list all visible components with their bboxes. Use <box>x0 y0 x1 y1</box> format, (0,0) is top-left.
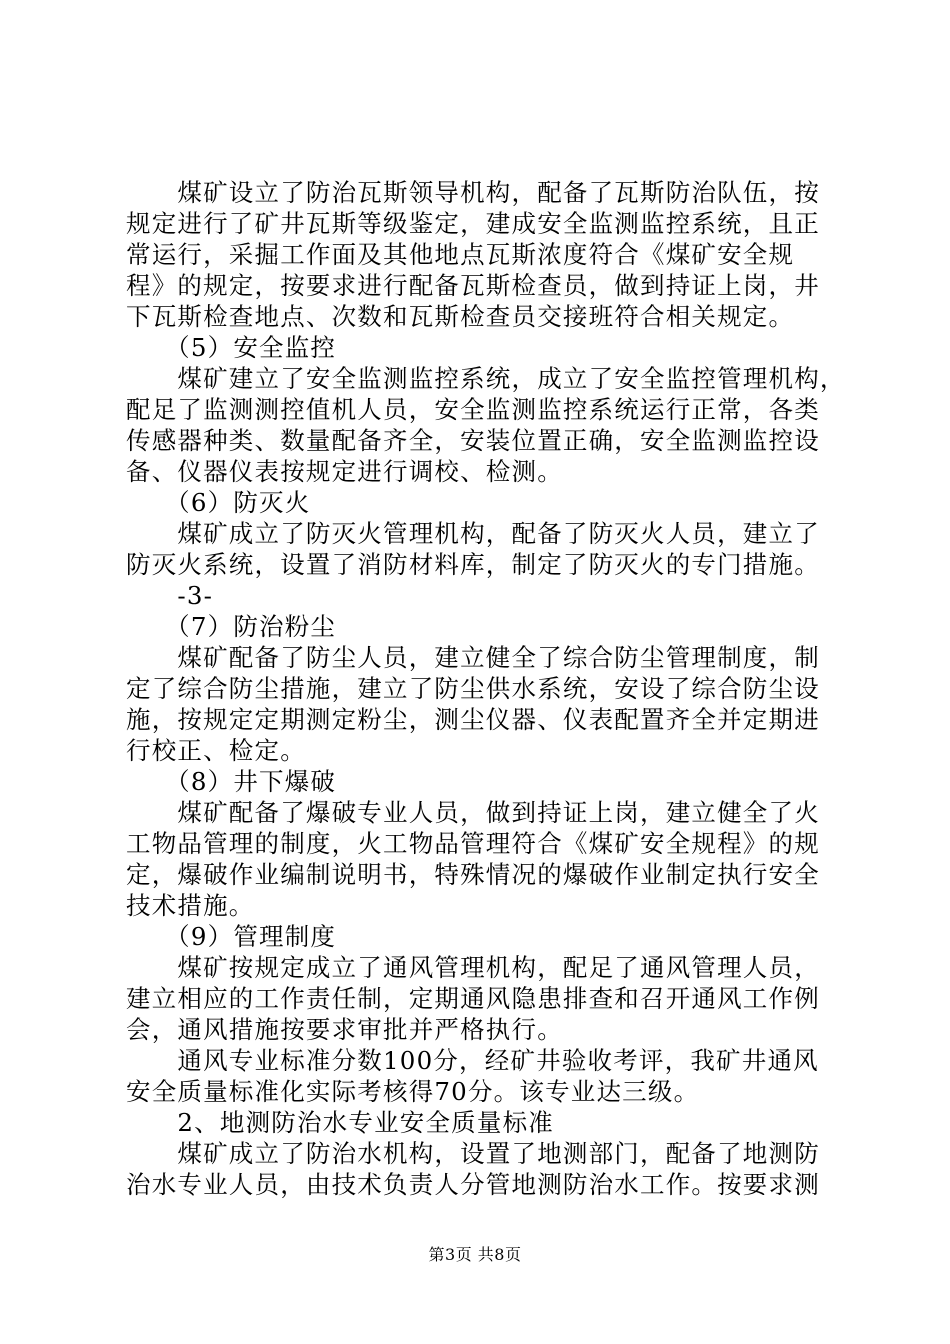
page-footer: 第3页 共8页 <box>428 1245 522 1264</box>
text-line: 防灭火系统，设置了消防材料库，制定了防灭火的专门措施。 <box>126 550 820 579</box>
text-line: 程》的规定，按要求进行配备瓦斯检查员，做到持证上岗，井 <box>126 271 820 300</box>
text-line: 煤矿配备了防尘人员，建立健全了综合防尘管理制度，制 <box>126 643 820 672</box>
text-line: 煤矿建立了安全监测监控系统，成立了安全监控管理机构， <box>126 364 846 393</box>
section-heading: （9）管理制度 <box>126 922 337 951</box>
text-line: 下瓦斯检查地点、次数和瓦斯检查员交接班符合相关规定。 <box>126 302 795 331</box>
text-line: 治水专业人员，由技术负责人分管地测防治水工作。按要求测 <box>126 1170 820 1199</box>
text-line: 安全质量标准化实际考核得70分。该专业达三级。 <box>126 1077 700 1106</box>
text-line: 工物品管理的制度，火工物品管理符合《煤矿安全规程》的规 <box>126 829 820 858</box>
text-line: 传感器种类、数量配备齐全，安装位置正确，安全监测监控设 <box>126 426 820 455</box>
text-line: 会，通风措施按要求审批并严格执行。 <box>126 1015 563 1044</box>
inline-page-marker: -3- <box>126 581 214 610</box>
section-heading: （6）防灭火 <box>126 488 311 517</box>
text-line: 技术措施。 <box>126 891 255 920</box>
text-line: 煤矿设立了防治瓦斯领导机构，配备了瓦斯防治队伍，按 <box>126 178 820 207</box>
section-heading: 2、地测防治水专业安全质量标准 <box>126 1108 554 1137</box>
text-line: 定了综合防尘措施，建立了防尘供水系统，安设了综合防尘设 <box>126 674 820 703</box>
text-line: 规定进行了矿井瓦斯等级鉴定，建成安全监测监控系统，且正 <box>126 209 820 238</box>
text-line: 煤矿按规定成立了通风管理机构，配足了通风管理人员， <box>126 953 820 982</box>
text-line: 建立相应的工作责任制，定期通风隐患排查和召开通风工作例 <box>126 984 820 1013</box>
text-line: 常运行，采掘工作面及其他地点瓦斯浓度符合《煤矿安全规 <box>126 240 795 269</box>
text-line: 配足了监测测控值机人员，安全监测监控系统运行正常，各类 <box>126 395 820 424</box>
text-line: 行校正、检定。 <box>126 736 306 765</box>
text-line: 煤矿配备了爆破专业人员，做到持证上岗，建立健全了火 <box>126 798 820 827</box>
section-heading: （7）防治粉尘 <box>126 612 337 641</box>
text-line: 施，按规定定期测定粉尘，测尘仪器、仪表配置齐全并定期进 <box>126 705 820 734</box>
text-line: 煤矿成立了防灭火管理机构，配备了防灭火人员，建立了 <box>126 519 820 548</box>
text-line: 备、仪器仪表按规定进行调校、检测。 <box>126 457 563 486</box>
section-heading: （5）安全监控 <box>126 333 337 362</box>
section-heading: （8）井下爆破 <box>126 767 337 796</box>
text-line: 定，爆破作业编制说明书，特殊情况的爆破作业制定执行安全 <box>126 860 820 889</box>
text-line: 煤矿成立了防治水机构，设置了地测部门，配备了地测防 <box>126 1139 820 1168</box>
text-line: 通风专业标准分数100分，经矿井验收考评，我矿井通风 <box>126 1046 819 1075</box>
